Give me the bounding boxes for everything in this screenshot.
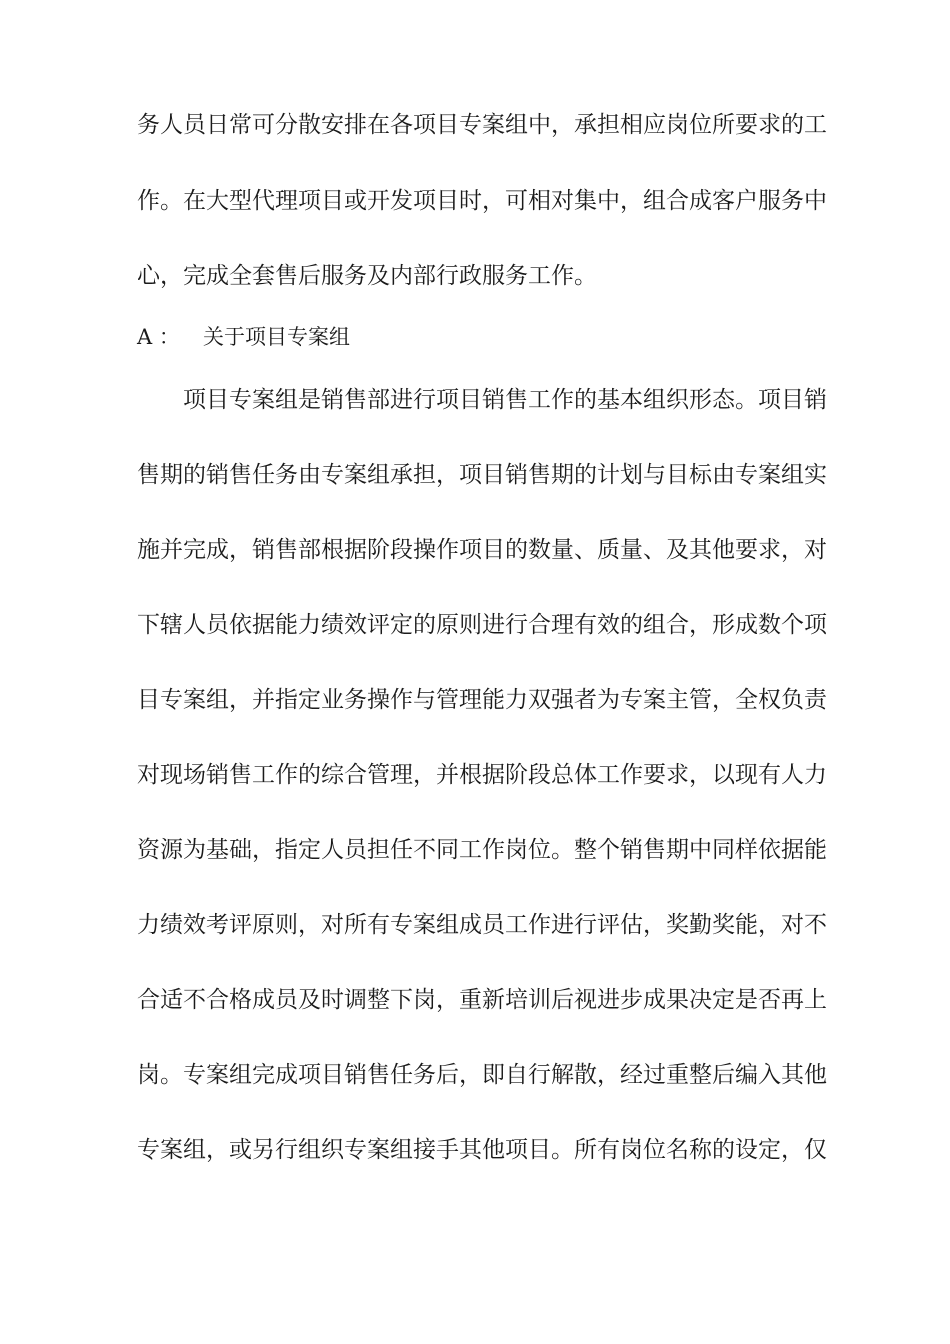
section-heading-label: A ： xyxy=(137,325,180,349)
paragraph-line: 项目专案组是销售部进行项目销售工作的基本组织形态。项目销 xyxy=(183,387,827,413)
section-heading xyxy=(137,322,350,352)
paragraph-line: 专案组，或另行组织专案组接手其他项目。所有岗位名称的设定，仅 xyxy=(137,1137,827,1163)
paragraph-line: 资源为基础，指定人员担任不同工作岗位。整个销售期中同样依据能 xyxy=(137,837,827,863)
paragraph-line: 售期的销售任务由专案组承担，项目销售期的计划与目标由专案组实 xyxy=(137,462,827,488)
paragraph-line: 心，完成全套售后服务及内部行政服务工作。 xyxy=(137,263,597,289)
paragraph-line: 作。在大型代理项目或开发项目时，可相对集中，组合成客户服务中 xyxy=(137,188,827,214)
paragraph-line: 下辖人员依据能力绩效评定的原则进行合理有效的组合，形成数个项 xyxy=(137,612,827,638)
paragraph-line: 岗。专案组完成项目销售任务后，即自行解散，经过重整后编入其他 xyxy=(137,1062,827,1088)
paragraph-line: 施并完成，销售部根据阶段操作项目的数量、质量、及其他要求，对 xyxy=(137,537,827,563)
paragraph-line: 对现场销售工作的综合管理，并根据阶段总体工作要求，以现有人力 xyxy=(137,762,827,788)
section-heading-title: 关于项目专案组 xyxy=(203,325,350,349)
paragraph-line: 力绩效考评原则，对所有专案组成员工作进行评估，奖勤奖能，对不 xyxy=(137,912,827,938)
paragraph-line: 务人员日常可分散安排在各项目专案组中，承担相应岗位所要求的工 xyxy=(137,112,827,138)
paragraph-line: 目专案组，并指定业务操作与管理能力双强者为专案主管，全权负责 xyxy=(137,687,827,713)
paragraph-line: 合适不合格成员及时调整下岗，重新培训后视进步成果决定是否再上 xyxy=(137,987,827,1013)
